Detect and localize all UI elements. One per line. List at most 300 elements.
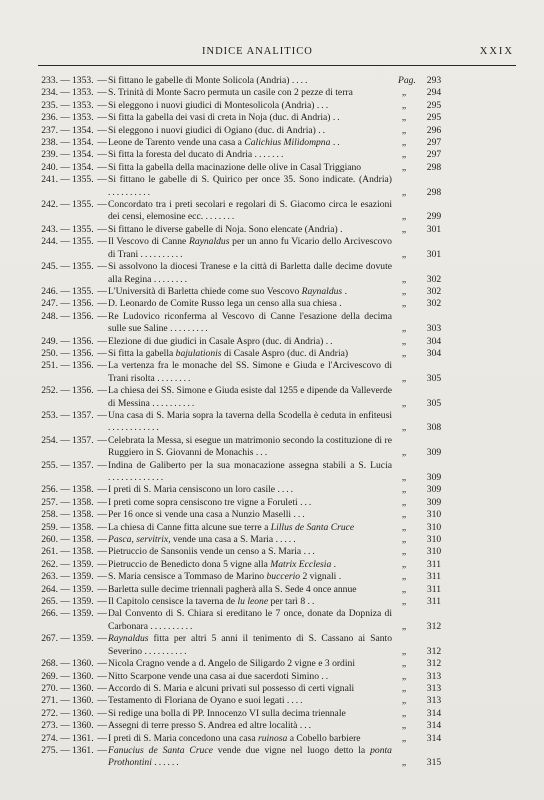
leader-dots: .. xyxy=(321,670,331,682)
entry-number: 268. xyxy=(41,658,58,670)
dash: — xyxy=(97,409,107,421)
page-reference: 311 xyxy=(426,571,442,583)
ditto-mark: „ xyxy=(401,285,407,297)
leader-dots: .......... xyxy=(150,620,195,632)
leader-dots: ........ xyxy=(157,372,193,384)
entry-year: 1359. xyxy=(72,608,94,620)
entry-number: 252. xyxy=(41,385,58,397)
entry-number: 258. xyxy=(41,509,58,521)
page-reference: 302 xyxy=(426,285,442,297)
entry-year: 1358. xyxy=(72,521,94,533)
entry-number: 270. xyxy=(41,682,58,694)
index-entry xyxy=(0,695,544,707)
ditto-mark: „ xyxy=(401,335,407,347)
page-reference: 302 xyxy=(426,298,442,310)
leader-dots: .... xyxy=(286,695,305,707)
dash: — xyxy=(60,87,70,99)
entry-text: Re Ludovico riconferma al Vescovo di Canne l'esazione della decima sulle sue Saline ......... xyxy=(108,310,392,335)
ditto-mark: „ xyxy=(401,137,407,149)
index-entry xyxy=(0,633,544,658)
page-reference: 302 xyxy=(426,273,442,285)
page-reference: 297 xyxy=(426,137,442,149)
entry-text: S. Trinità di Monte Sacro permuta un casile con 2 pezze di terra xyxy=(108,87,353,99)
leader-dots: ... xyxy=(255,447,270,459)
page-reference: 295 xyxy=(426,112,442,124)
index-entry xyxy=(0,435,544,460)
ditto-mark: „ xyxy=(401,323,407,335)
entry-number: 257. xyxy=(41,496,58,508)
index-entry xyxy=(0,286,544,298)
entry-number: 242. xyxy=(41,199,58,211)
page-reference: 308 xyxy=(426,422,442,434)
entry-year: 1360. xyxy=(72,658,94,670)
dash: — xyxy=(97,285,107,297)
index-entry xyxy=(0,608,544,633)
entry-text: Il Capitolo censisce la taverna de lu leone per tarì 8 .. xyxy=(108,596,317,608)
entry-text: Celebrata la Messa, si esegue un matrimonio secondo la costituzione di re Ruggiero in S. Giovanni de Monachis ... xyxy=(108,434,392,459)
ditto-mark: „ xyxy=(401,496,407,508)
leader-dots: .. xyxy=(318,124,328,136)
entry-text: Raynaldus fitta per altri 5 anni il tenimento di S. Cassano ai Santo Severino .......... xyxy=(108,633,392,657)
ditto-mark: „ xyxy=(401,670,407,682)
page-reference: 313 xyxy=(426,670,442,682)
entry-number: 246. xyxy=(41,285,58,297)
page-reference: 315 xyxy=(426,757,442,769)
ditto-mark: „ xyxy=(401,87,407,99)
leader-dots: .......... xyxy=(140,248,185,260)
dash: — xyxy=(60,682,70,694)
ditto-mark: „ xyxy=(401,583,407,595)
ditto-mark: „ xyxy=(401,273,407,285)
ditto-mark: „ xyxy=(401,149,407,161)
entry-text: L'Università di Barletta chiede come suo Vescovo Raynaldus . xyxy=(108,285,349,297)
dash: — xyxy=(60,124,70,136)
index-entry xyxy=(0,174,544,199)
dash: — xyxy=(60,732,70,744)
entry-text: Fanucius de Santa Cruce vende due vigne nel luogo detto la ponta Prothontini ...... xyxy=(108,744,392,769)
dash: — xyxy=(60,670,70,682)
dash: — xyxy=(97,571,107,583)
entry-text: Si fittano le gabelle di S. Quirico per once 35. Sono indicate. (Andria) .......... xyxy=(108,174,392,198)
index-entry xyxy=(0,75,544,87)
ditto-mark: „ xyxy=(401,347,407,359)
dash: — xyxy=(60,310,70,322)
entry-year: 1355. xyxy=(72,174,94,186)
page-reference: 304 xyxy=(426,335,442,347)
dash: — xyxy=(97,298,107,310)
entry-year: 1356. xyxy=(72,335,94,347)
leader-dots: ..... xyxy=(275,534,298,546)
dash: — xyxy=(60,261,70,273)
dash: — xyxy=(97,161,107,173)
index-entry xyxy=(0,162,544,174)
entry-number: 271. xyxy=(41,695,58,707)
leader-dots: .... xyxy=(291,75,310,86)
ditto-mark: „ xyxy=(401,682,407,694)
entry-year: 1358. xyxy=(72,509,94,521)
entry-text: Il Vescovo di Canne Raynaldus per un anno fu Vicario dello Arcivescovo di Trani .......... xyxy=(108,236,392,260)
roman-page-number: XXIX xyxy=(479,46,514,57)
index-entry xyxy=(0,137,544,149)
page-reference: 310 xyxy=(426,509,442,521)
dash: — xyxy=(60,496,70,508)
entry-year: 1361. xyxy=(72,732,94,744)
dash: — xyxy=(60,409,70,421)
leader-dots: .. xyxy=(332,112,342,124)
dash: — xyxy=(97,124,107,136)
index-entry xyxy=(0,224,544,236)
ditto-mark: „ xyxy=(401,695,407,707)
index-entry xyxy=(0,584,544,596)
ditto-mark: „ xyxy=(401,757,407,769)
entry-year: 1359. xyxy=(72,558,94,570)
entry-number: 263. xyxy=(41,571,58,583)
dash: — xyxy=(60,285,70,297)
entry-year: 1360. xyxy=(72,720,94,732)
entry-number: 259. xyxy=(41,521,58,533)
entry-year: 1355. xyxy=(72,223,94,235)
ditto-mark: „ xyxy=(401,186,407,198)
entry-year: 1357. xyxy=(72,409,94,421)
page-reference: 309 xyxy=(426,447,442,459)
entry-year: 1353. xyxy=(72,87,94,99)
dash: — xyxy=(60,385,70,397)
entry-number: 272. xyxy=(41,707,58,719)
entry-number: 248. xyxy=(41,310,58,322)
dash: — xyxy=(97,732,107,744)
entry-year: 1359. xyxy=(72,633,94,645)
ditto-mark: „ xyxy=(401,521,407,533)
entry-text: I preti di S. Maria concedono una casa ruinosa a Cobello barbiere xyxy=(108,732,361,744)
dash: — xyxy=(60,571,70,583)
entry-number: 241. xyxy=(41,174,58,186)
page-reference: 311 xyxy=(426,596,442,608)
entry-number: 238. xyxy=(41,137,58,149)
dash: — xyxy=(97,360,107,372)
index-entry xyxy=(0,112,544,124)
entry-year: 1360. xyxy=(72,707,94,719)
ditto-mark: „ xyxy=(401,161,407,173)
dash: — xyxy=(97,484,107,496)
entry-text: D. Leonardo de Comite Russo lega un censo alla sua chiesa . xyxy=(108,298,344,310)
index-entry xyxy=(0,199,544,224)
entry-number: 260. xyxy=(41,534,58,546)
ditto-mark: „ xyxy=(401,99,407,111)
entry-number: 233. xyxy=(41,75,58,86)
index-entry xyxy=(0,410,544,435)
entry-text: I preti come sopra censiscono tre vigne a Foruleti ... xyxy=(108,496,314,508)
index-entry xyxy=(0,546,544,558)
leader-dots: ....... xyxy=(254,149,286,161)
dash: — xyxy=(60,720,70,732)
dash: — xyxy=(97,720,107,732)
entry-text: Nitto Scarpone vende una casa ai due sacerdoti Simino .. xyxy=(108,670,331,682)
entry-year: 1355. xyxy=(72,199,94,211)
page-reference: 309 xyxy=(426,496,442,508)
dash: — xyxy=(60,199,70,211)
page-reference: 312 xyxy=(426,645,442,657)
dash: — xyxy=(60,509,70,521)
dash: — xyxy=(60,137,70,149)
leader-dots: .......... xyxy=(144,645,189,657)
entry-text: Concordato tra i preti secolari e regolari di S. Giacomo circa le esazioni dei censi, elemosine ecc. ....... xyxy=(108,199,392,223)
dash: — xyxy=(97,707,107,719)
leader-dots: .......... xyxy=(108,186,152,198)
index-entry xyxy=(0,261,544,286)
ditto-mark: „ xyxy=(401,645,407,657)
entry-year: 1356. xyxy=(72,310,94,322)
index-entry xyxy=(0,236,544,261)
index-entry xyxy=(0,733,544,745)
entry-year: 1353. xyxy=(72,75,94,86)
page-reference: 314 xyxy=(426,732,442,744)
leader-dots: ............ xyxy=(108,422,161,434)
running-title: INDICE ANALITICO xyxy=(202,46,313,57)
page-reference: 297 xyxy=(426,149,442,161)
leader-dots: ....... xyxy=(205,211,237,223)
dash: — xyxy=(97,149,107,161)
leader-dots: ...... xyxy=(154,757,181,769)
entry-number: 264. xyxy=(41,583,58,595)
page-reference: 311 xyxy=(426,583,442,595)
entry-number: 234. xyxy=(41,87,58,99)
ditto-mark: „ xyxy=(401,211,407,223)
entry-text: Testamento di Floriana de Oyano e suoi legati .... xyxy=(108,695,305,707)
dash: — xyxy=(60,484,70,496)
dash: — xyxy=(97,558,107,570)
index-entry xyxy=(0,100,544,112)
dash: — xyxy=(97,335,107,347)
entry-year: 1358. xyxy=(72,496,94,508)
entry-number: 244. xyxy=(41,236,58,248)
page-reference: 312 xyxy=(426,620,442,632)
ditto-mark: „ xyxy=(401,223,407,235)
ditto-mark: „ xyxy=(401,298,407,310)
dash: — xyxy=(60,744,70,756)
entry-number: 266. xyxy=(41,608,58,620)
entry-number: 235. xyxy=(41,99,58,111)
dash: — xyxy=(97,633,107,645)
entry-number: 245. xyxy=(41,261,58,273)
entry-year: 1357. xyxy=(72,459,94,471)
dash: — xyxy=(97,347,107,359)
entry-year: 1358. xyxy=(72,546,94,558)
index-entry xyxy=(0,125,544,137)
index-entry-list xyxy=(0,75,544,770)
entry-number: 243. xyxy=(41,223,58,235)
entry-text: Si fitta la foresta del ducato di Andria ....... xyxy=(108,149,286,161)
dash: — xyxy=(97,310,107,322)
dash: — xyxy=(60,583,70,595)
page-reference: 294 xyxy=(426,87,442,99)
entry-text: Elezione di due giudici in Casale Aspro (duc. di Andria) .. xyxy=(108,335,335,347)
dash: — xyxy=(97,744,107,756)
entry-text: La vertenza fra le monache del SS. Simone e Giuda e l'Arcivescovo di Trani risolta ........ xyxy=(108,360,392,384)
leader-dots: . xyxy=(340,223,345,235)
entry-year: 1355. xyxy=(72,261,94,273)
index-entry xyxy=(0,745,544,770)
entry-year: 1356. xyxy=(72,298,94,310)
dash: — xyxy=(97,223,107,235)
entry-number: 250. xyxy=(41,347,58,359)
page-reference: 304 xyxy=(426,347,442,359)
leader-dots: .... xyxy=(277,484,296,496)
dash: — xyxy=(97,608,107,620)
index-entry xyxy=(0,671,544,683)
leader-dots: ... xyxy=(300,496,314,508)
entry-year: 1356. xyxy=(72,360,94,372)
leader-dots: . xyxy=(344,285,349,297)
leader-dots: ... xyxy=(303,546,317,558)
dash: — xyxy=(60,112,70,124)
entry-year: 1360. xyxy=(72,695,94,707)
entry-year: 1359. xyxy=(72,583,94,595)
entry-text: Leone de Tarento vende una casa a Calichius Milidompna .. xyxy=(108,137,342,149)
entry-year: 1359. xyxy=(72,571,94,583)
leader-dots: ... xyxy=(293,509,307,521)
entry-year: 1354. xyxy=(72,137,94,149)
index-entry xyxy=(0,484,544,496)
entry-year: 1354. xyxy=(72,161,94,173)
dash: — xyxy=(60,75,70,86)
index-entry xyxy=(0,509,544,521)
dash: — xyxy=(60,347,70,359)
index-entry xyxy=(0,298,544,310)
dash: — xyxy=(97,496,107,508)
entry-number: 247. xyxy=(41,298,58,310)
entry-text: Una casa di S. Maria sopra la taverna della Scodella è ceduta in enfiteusi ............ xyxy=(108,409,392,434)
dash: — xyxy=(97,75,107,86)
entry-text: S. Maria censisce a Tommaso de Marino buccerio 2 vignali . xyxy=(108,571,344,583)
dash: — xyxy=(60,434,70,446)
index-entry xyxy=(0,720,544,732)
dash: — xyxy=(60,174,70,186)
dash: — xyxy=(60,161,70,173)
dash: — xyxy=(60,521,70,533)
index-entry xyxy=(0,348,544,360)
ditto-mark: „ xyxy=(401,472,407,483)
entry-number: 253. xyxy=(41,409,58,421)
entry-text: Si fitta la gabella bajulationis di Casale Aspro (duc. di Andria) xyxy=(108,347,349,359)
page-reference: 310 xyxy=(426,521,442,533)
dash: — xyxy=(97,236,107,248)
page-reference: 311 xyxy=(426,558,442,570)
index-entry xyxy=(0,460,544,485)
dash: — xyxy=(97,174,107,186)
entry-text: La chiesa dei SS. Simone e Giuda esiste dal 1255 e dipende da Valleverde di Messina .......... xyxy=(108,385,392,409)
index-entry xyxy=(0,336,544,348)
entry-text: I preti di S. Maria censiscono un loro casile .... xyxy=(108,484,296,496)
entry-text: La chiesa di Canne fitta alcune sue terre a Lillus de Santa Cruce xyxy=(108,521,355,533)
page-reference: 305 xyxy=(426,372,442,384)
index-entry xyxy=(0,522,544,534)
entry-text: Pasca, servitrix, vende una casa a S. Maria ..... xyxy=(108,534,298,546)
dash: — xyxy=(60,707,70,719)
entry-text: Indina de Galiberto per la sua monacazione assegna stabili a S. Lucia ............. xyxy=(108,459,392,483)
leader-dots: ......... xyxy=(170,323,210,335)
entry-number: 255. xyxy=(41,459,58,471)
entry-year: 1360. xyxy=(72,670,94,682)
header-rule xyxy=(38,65,516,66)
dash: — xyxy=(97,682,107,694)
dash: — xyxy=(97,534,107,546)
dash: — xyxy=(97,546,107,558)
dash: — xyxy=(97,459,107,471)
ditto-mark: „ xyxy=(401,422,407,434)
dash: — xyxy=(60,596,70,608)
index-entry xyxy=(0,497,544,509)
entry-number: 249. xyxy=(41,335,58,347)
entry-number: 275. xyxy=(41,744,58,756)
ditto-mark: „ xyxy=(401,484,407,496)
entry-text: Dal Convento di S. Chiara si ereditano le 7 once, donate da Dopniza di Carbonara .......... xyxy=(108,608,392,632)
ditto-mark: „ xyxy=(401,372,407,384)
leader-dots: .. xyxy=(325,335,335,347)
leader-dots: . xyxy=(339,298,344,310)
ditto-mark: „ xyxy=(401,571,407,583)
entry-year: 1355. xyxy=(72,236,94,248)
page-header xyxy=(40,46,514,62)
leader-dots: .. xyxy=(332,137,342,149)
dash: — xyxy=(97,583,107,595)
entry-year: 1359. xyxy=(72,596,94,608)
entry-number: 236. xyxy=(41,112,58,124)
index-entry xyxy=(0,596,544,608)
page-reference: 295 xyxy=(426,99,442,111)
ditto-mark: „ xyxy=(401,447,407,459)
index-entry xyxy=(0,658,544,670)
entry-text: Pietruccio de Sansoniis vende un censo a S. Maria ... xyxy=(108,546,317,558)
index-entry xyxy=(0,708,544,720)
entry-year: 1360. xyxy=(72,682,94,694)
entry-number: 262. xyxy=(41,558,58,570)
dash: — xyxy=(60,695,70,707)
index-entry xyxy=(0,385,544,410)
page-reference: 310 xyxy=(426,546,442,558)
ditto-mark: „ xyxy=(401,509,407,521)
index-entry xyxy=(0,559,544,571)
page-reference: 313 xyxy=(426,682,442,694)
entry-number: 261. xyxy=(41,546,58,558)
index-entry xyxy=(0,683,544,695)
index-entry xyxy=(0,149,544,161)
page-reference: 309 xyxy=(426,472,442,483)
page-reference: 313 xyxy=(426,695,442,707)
entry-number: 254. xyxy=(41,434,58,446)
ditto-mark: „ xyxy=(401,658,407,670)
ditto-mark: „ xyxy=(401,620,407,632)
entry-text: Barletta sulle decime triennali pagherà alla S. Sede 4 once annue xyxy=(108,583,357,595)
leader-dots: ........ xyxy=(153,273,190,285)
entry-year: 1353. xyxy=(72,112,94,124)
leader-dots: ... xyxy=(316,99,331,111)
entry-year: 1353. xyxy=(72,99,94,111)
dash: — xyxy=(60,633,70,645)
dash: — xyxy=(60,335,70,347)
entry-text: Per 16 once si vende una casa a Nunzio Maselli ... xyxy=(108,509,307,521)
entry-text: Pietruccio de Benedicto dona 5 vigne alla Matrix Ecclesia . xyxy=(108,558,339,570)
entry-text: Si fittano le diverse gabelle di Noja. Sono elencate (Andria) . xyxy=(108,223,345,235)
dash: — xyxy=(97,658,107,670)
page-reference: 312 xyxy=(426,658,442,670)
entry-text: Si assolvono la diocesi Tranese e la città di Barletta dalle decime dovute alla Regina ........ xyxy=(108,261,392,285)
dash: — xyxy=(97,112,107,124)
entry-year: 1354. xyxy=(72,124,94,136)
entry-text: Si eleggono i nuovi giudici di Montesolicola (Andria) ... xyxy=(108,99,331,111)
index-entry xyxy=(0,360,544,385)
entry-text: Nicola Cragno vende a d. Angelo de Siligardo 2 vigne e 3 ordini xyxy=(108,658,355,670)
leader-dots: . xyxy=(338,571,344,583)
